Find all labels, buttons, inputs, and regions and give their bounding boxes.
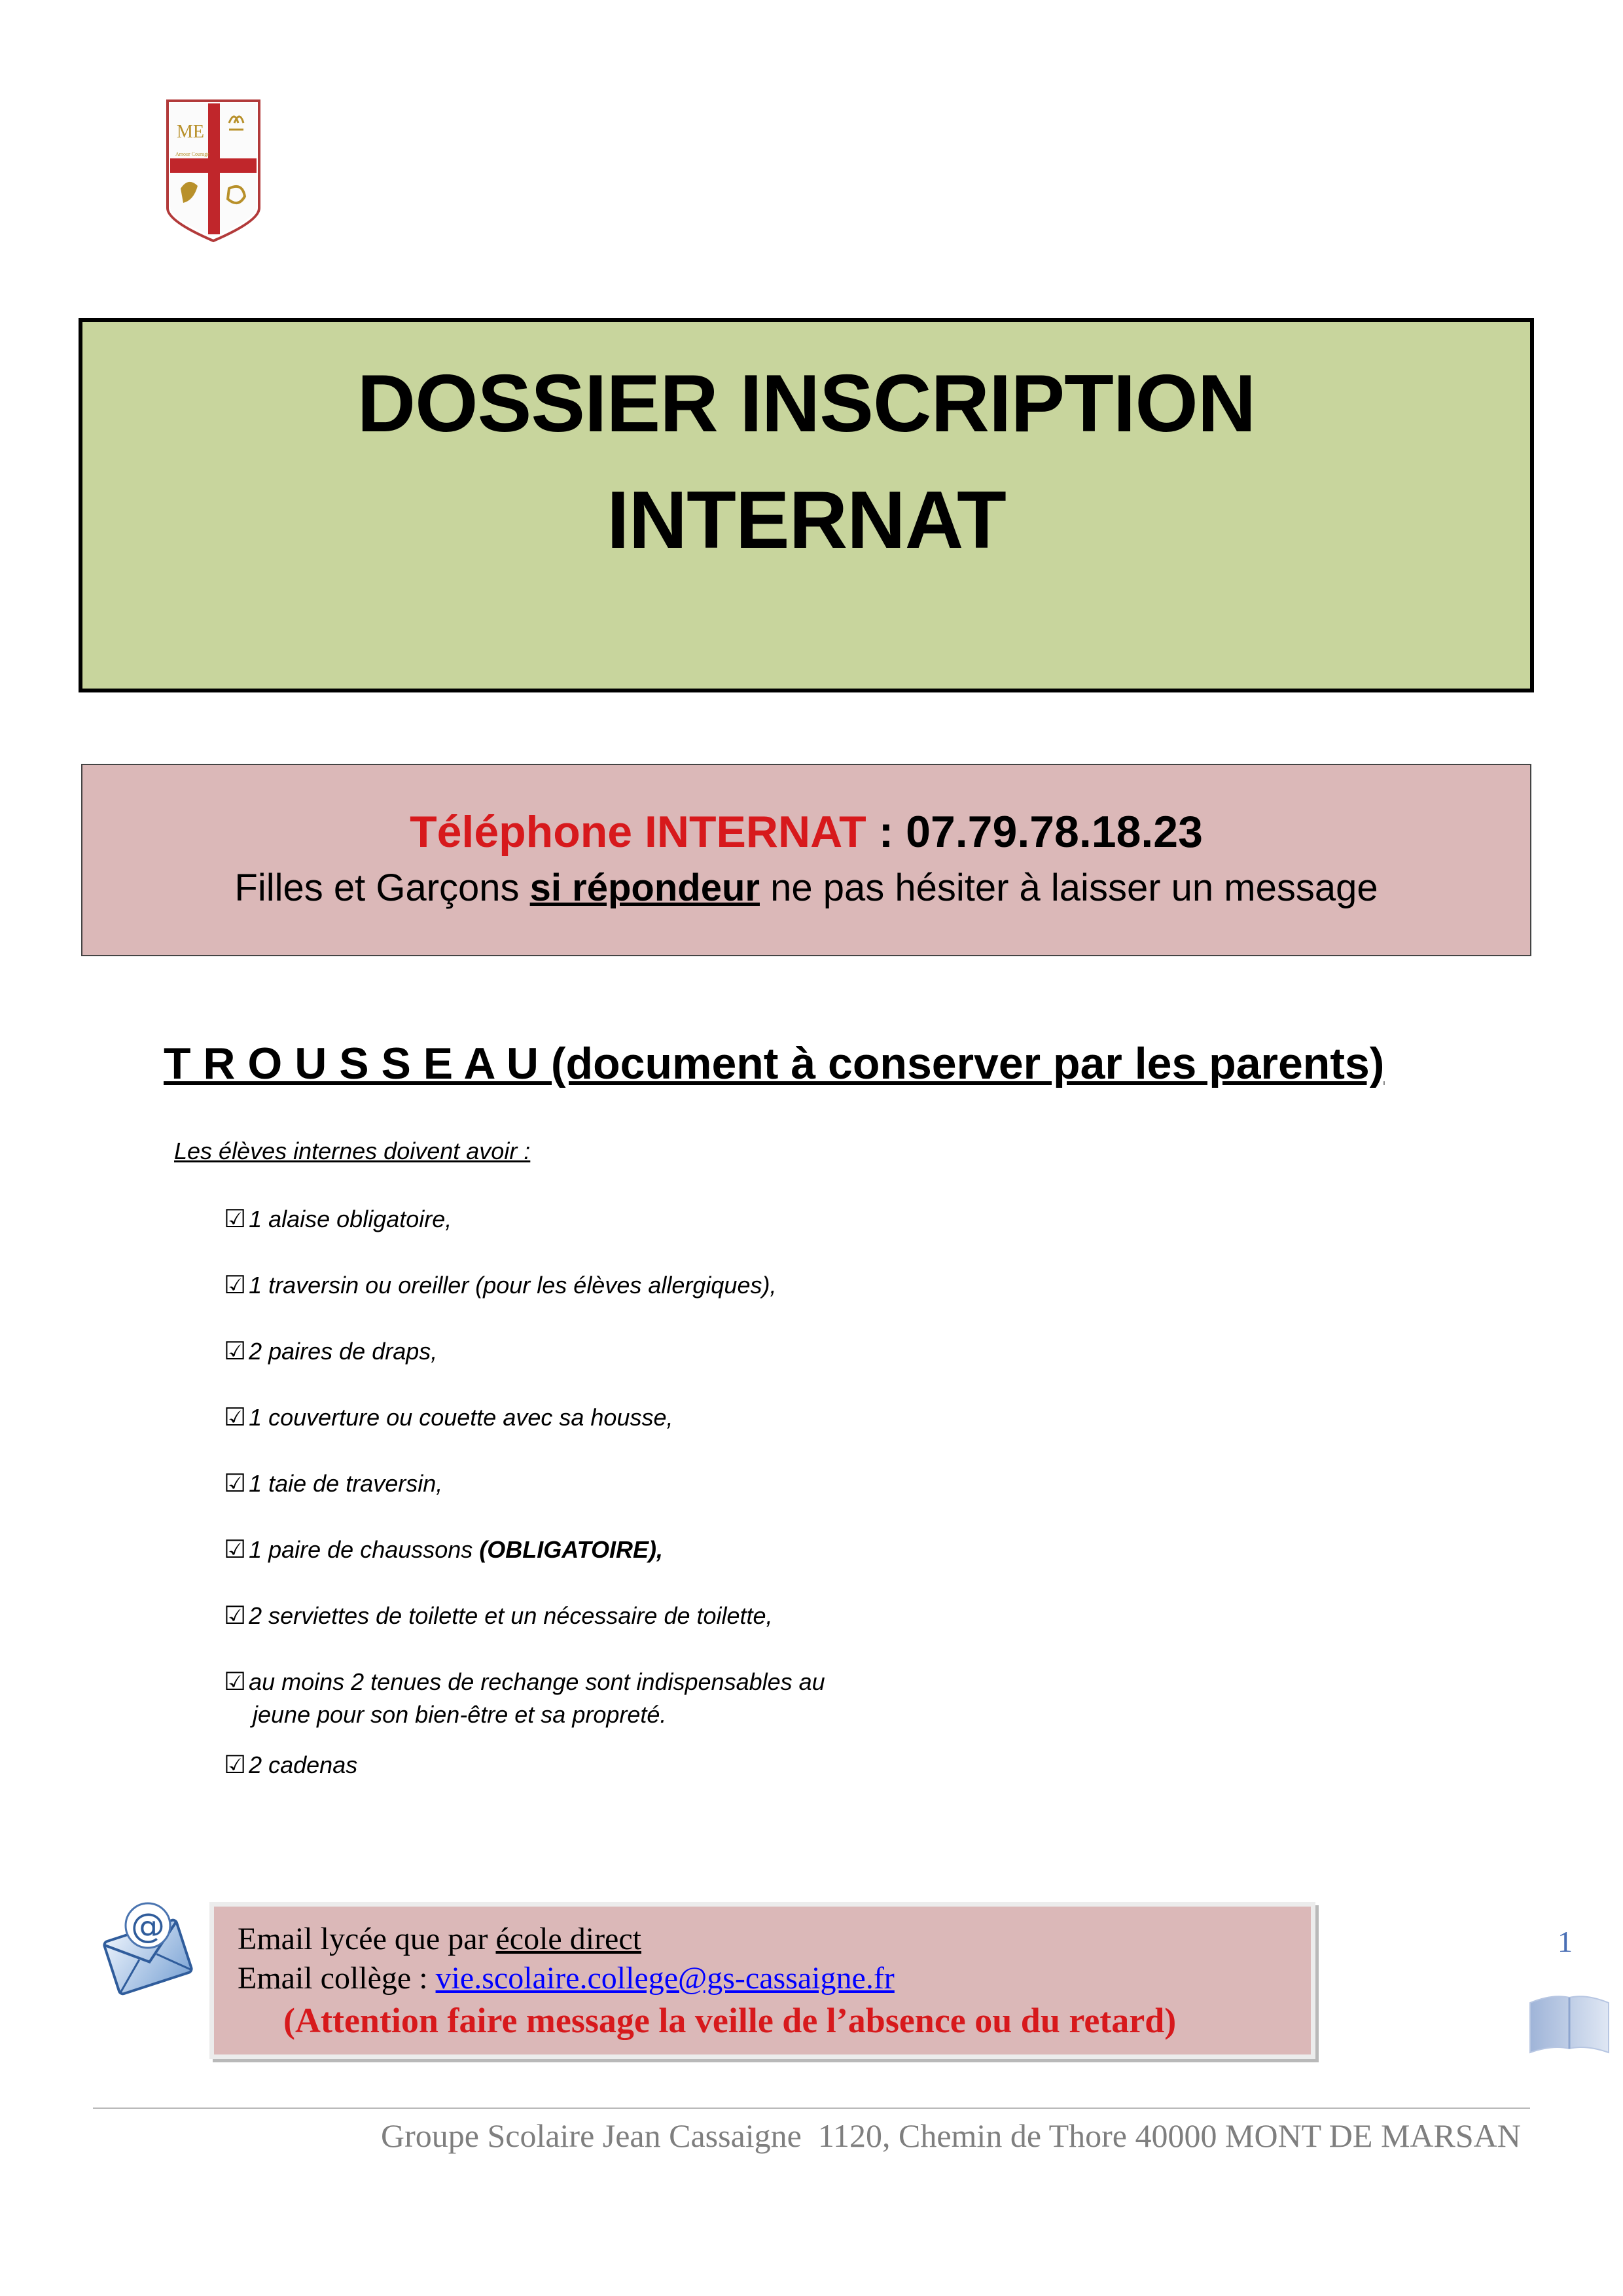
checkbox-icon: ☑: [224, 1668, 247, 1696]
page-number: 1: [1558, 1925, 1573, 1958]
list-item-bold: (OBLIGATOIRE),: [479, 1536, 663, 1563]
list-item: [224, 1600, 773, 1632]
list-item-text: au moins 2 tenues de rechange sont indispensables au: [249, 1668, 825, 1695]
email-box: [209, 1902, 1315, 2059]
list-item-text: 1 couverture ou couette avec sa housse,: [249, 1404, 673, 1431]
checkbox-icon: ☑: [224, 1470, 247, 1498]
checkbox-icon: ☑: [224, 1602, 247, 1630]
trousseau-intro: Les élèves internes doivent avoir :: [174, 1138, 531, 1164]
page-corner-decoration-icon: [1526, 1990, 1613, 2062]
list-item-text: 1 traversin ou oreiller (pour les élèves allergiques),: [249, 1272, 777, 1299]
checkbox-icon: ☑: [224, 1206, 247, 1233]
title-line-2: INTERNAT: [607, 475, 1006, 565]
checkbox-icon: ☑: [224, 1404, 247, 1431]
phone-line: [82, 803, 1530, 861]
list-item: [224, 1203, 452, 1236]
list-item: [224, 1666, 825, 1731]
list-item-text: 1 alaise obligatoire,: [249, 1206, 452, 1232]
school-crest-icon: [164, 97, 263, 244]
svg-text:ME: ME: [177, 122, 204, 142]
phone-subtitle: [82, 862, 1530, 914]
list-item-text: 2 serviettes de toilette et un nécessaire de toilette,: [249, 1602, 773, 1629]
phone-separator: :: [866, 807, 906, 857]
checkbox-icon: ☑: [224, 1272, 247, 1299]
footer-divider: [93, 2108, 1530, 2109]
email-lycee-line: [238, 1920, 1311, 1959]
phone-sub-bold: si répondeur: [529, 867, 760, 909]
svg-text:@: @: [131, 1907, 165, 1946]
ecole-direct-link[interactable]: école direct: [495, 1922, 641, 1956]
checkbox-icon: ☑: [224, 1751, 247, 1779]
attention-note: (Attention faire message la veille de l’absence ou du retard): [283, 2001, 1177, 2040]
footer-address: Groupe Scolaire Jean Cassaigne 1120, Chemin de Thore 40000 MONT DE MARSAN: [381, 2117, 1521, 2154]
checkbox-icon: ☑: [224, 1536, 247, 1564]
phone-label: Téléphone INTERNAT: [410, 807, 866, 857]
phone-number[interactable]: 07.79.78.18.23: [906, 807, 1203, 857]
list-item-text: 1 taie de traversin,: [249, 1470, 443, 1497]
email-college-line: [238, 1959, 1311, 1998]
email-lycee-prefix: Email lycée que par: [238, 1922, 496, 1956]
list-item: [224, 1335, 437, 1368]
list-item-text: 2 cadenas: [249, 1751, 358, 1778]
list-item: [224, 1749, 357, 1782]
list-item: [224, 1269, 776, 1302]
phone-box: [81, 764, 1531, 956]
phone-sub-after: ne pas hésiter à laisser un message: [759, 867, 1378, 909]
email-college-prefix: Email collège :: [238, 1961, 436, 1996]
list-item-text-line2: jeune pour son bien-être et sa propreté.: [253, 1701, 667, 1728]
list-item-text: 2 paires de draps,: [249, 1338, 438, 1365]
college-email-link[interactable]: vie.scolaire.college@gs-cassaigne.fr: [435, 1961, 895, 1996]
title-line-1: DOSSIER INSCRIPTION: [357, 359, 1256, 449]
phone-sub-before: Filles et Garçons: [234, 867, 530, 909]
list-item: [224, 1467, 442, 1500]
checkbox-icon: ☑: [224, 1338, 247, 1365]
trousseau-heading: T R O U S S E A U (document à conserver par les parents): [164, 1039, 1385, 1088]
title-box: [79, 318, 1534, 692]
list-item: [224, 1534, 663, 1566]
svg-text:Amour Courage: Amour Courage: [175, 151, 209, 157]
list-item: [224, 1401, 673, 1434]
list-item-text: 1 paire de chaussons: [249, 1536, 480, 1563]
email-icon: [98, 1892, 198, 2004]
